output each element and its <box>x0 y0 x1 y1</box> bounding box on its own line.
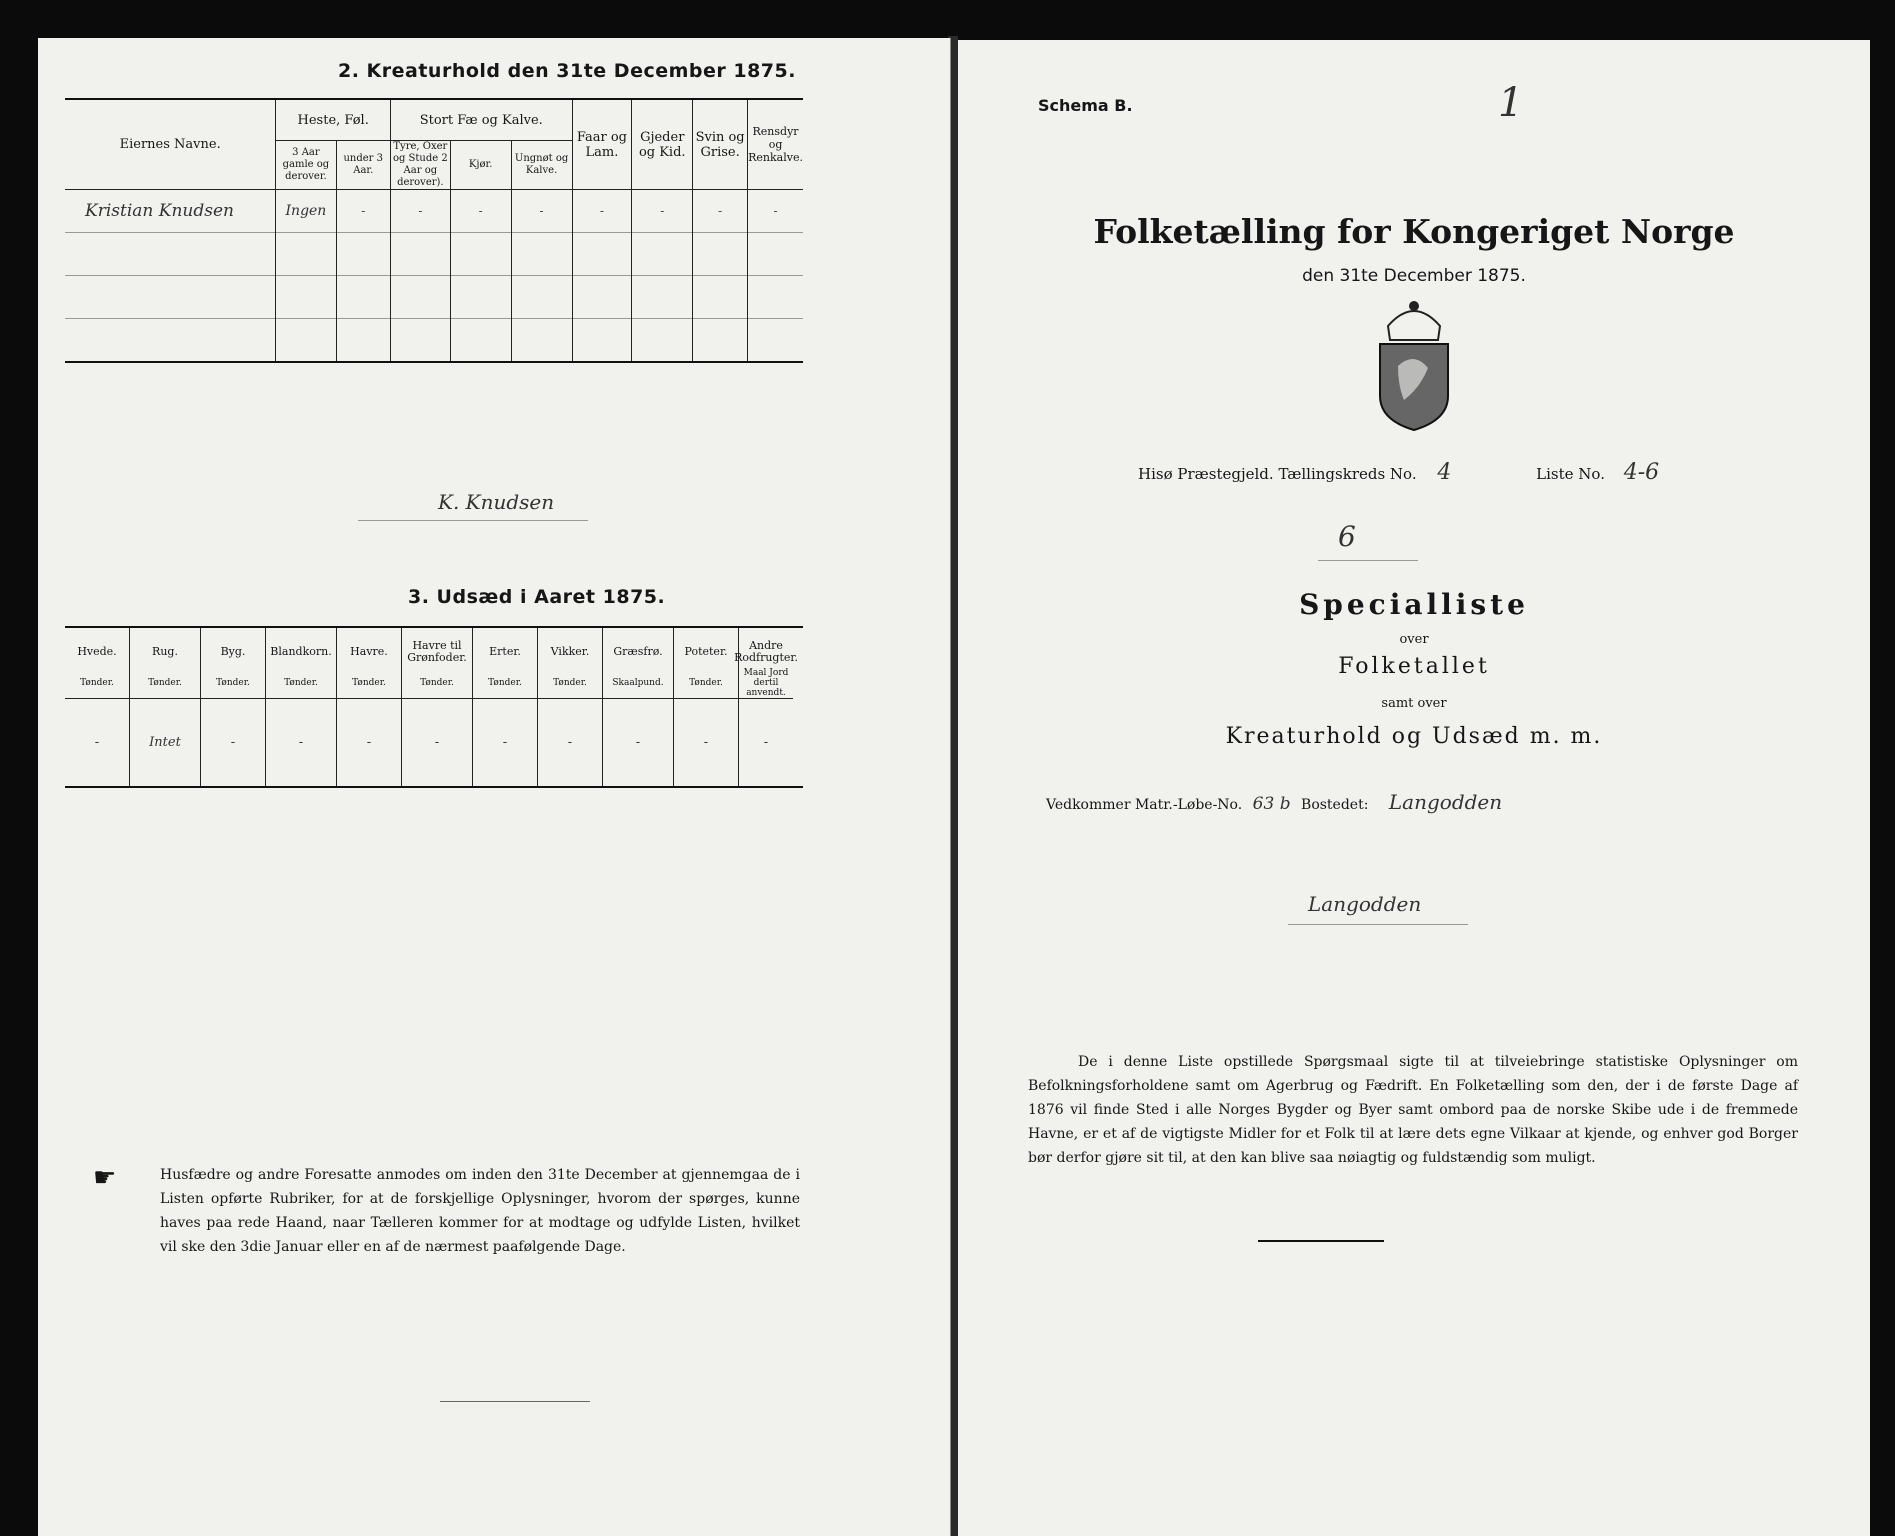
specialliste-heading: Specialliste <box>1299 588 1529 621</box>
seed-column <box>200 628 265 786</box>
seed-column-unit: Tønder. <box>420 678 454 688</box>
seed-column-unit: Maal Jord dertil anvendt. <box>743 668 789 698</box>
parish-line <box>1138 460 1659 485</box>
form-date: den 31te December 1875. <box>1302 266 1526 286</box>
seed-value-cell: - <box>337 698 401 786</box>
seed-column <box>472 628 537 786</box>
seed-column-unit: Tønder. <box>488 678 522 688</box>
kreaturhold-heading: Kreaturhold og Udsæd m. m. <box>1225 724 1603 749</box>
seed-column <box>336 628 401 786</box>
explanation-text: De i denne Liste opstillede Spørgsmaal sigte til at tilveiebringe statistiske Oplysninger om Befolkningsforholdene samt om Agerbrug og Fædrift. En Folketælling som den, der i de første Dage af 1876 vil finde Sted i alle Norges Bygder og Byer samt ombord paa de norske Skibe ude i de fremmede Havne, er et af de vigtigste Midler for et Folk til at lære dets egne Vilkaar at kjende, og enhver god Borger bør derfor gjøre sit til, at den kan blive saa nøiagtig og fuldstændig som muligt. <box>1028 1054 1798 1166</box>
table-row <box>65 276 803 319</box>
seed-column-header: Vikker. <box>550 645 590 658</box>
owner-cell: Kristian Knudsen <box>65 190 276 233</box>
left-page <box>38 38 951 1536</box>
seed-value-cell: - <box>473 698 537 786</box>
cattle-cows-header: Kjør. <box>450 141 511 190</box>
right-page <box>958 40 1870 1536</box>
parish-name: Hisø <box>1138 465 1173 483</box>
matr-line <box>1046 790 1502 814</box>
seed-table <box>65 628 803 786</box>
seed-column <box>265 628 336 786</box>
seed-column-unit: Tønder. <box>284 678 318 688</box>
horses-young-header: under 3 Aar. <box>336 141 391 190</box>
seed-column-header: Poteter. <box>684 645 728 658</box>
bostedet-underline <box>1288 924 1468 925</box>
table-row <box>65 319 803 363</box>
seed-column-unit: Tønder. <box>689 678 723 688</box>
over-text-1: over <box>1399 632 1429 647</box>
page-mark: 1 <box>1498 80 1524 126</box>
seed-column <box>734 628 798 786</box>
seed-column <box>537 628 602 786</box>
cattle-young-cell: - <box>511 190 572 233</box>
seed-value-cell: - <box>201 698 265 786</box>
owner-header: Eiernes Navne. <box>65 99 276 190</box>
seed-value-cell: - <box>674 698 738 786</box>
seed-column-header: Andre Rodfrugter. <box>734 639 798 664</box>
signature-line <box>358 520 588 521</box>
livestock-table <box>65 98 803 363</box>
seed-column-unit: Tønder. <box>80 678 114 688</box>
seed-value-cell: - <box>65 698 129 786</box>
parish-label: Præstegjeld. <box>1177 465 1274 483</box>
cattle-young-header: Ungnøt og Kalve. <box>511 141 572 190</box>
pigs-header: Svin og Grise. <box>693 99 748 190</box>
seed-column-header: Græsfrø. <box>613 645 663 658</box>
goats-cell: - <box>632 190 693 233</box>
cattle-oxen-cell: - <box>391 190 451 233</box>
seed-column-header: Byg. <box>220 645 246 658</box>
sheep-cell: - <box>572 190 632 233</box>
seed-value-cell: - <box>603 698 673 786</box>
seed-value-cell: - <box>266 698 336 786</box>
seed-column-header: Rug. <box>152 645 178 658</box>
seed-column-header: Blandkorn. <box>270 645 332 658</box>
bostedet-value: Langodden <box>1388 790 1503 814</box>
seed-column-unit: Tønder. <box>553 678 587 688</box>
list-no: 4-6 <box>1623 460 1660 485</box>
seed-value-cell: - <box>402 698 472 786</box>
notice-text: Husfædre og andre Foresatte anmodes om inden den 31te December at gjennemgaa de i Listen opførte Rubriker, for at de forskjellige Oplysninger, hvorom der spørges, kunne haves paa rede Haand, naar Tælleren kommer for at modtage og udfylde Listen, hvilket vil ske den 3die Januar eller en af de nærmest paafølgende Dage. <box>160 1167 800 1255</box>
closing-rule <box>1258 1240 1384 1242</box>
seed-column <box>65 628 129 786</box>
seed-column-unit: Tønder. <box>216 678 250 688</box>
seed-column-unit: Tønder. <box>148 678 182 688</box>
cattle-oxen-header: Tyre, Oxer og Stude 2 Aar og derover). <box>391 141 451 190</box>
seed-column <box>401 628 472 786</box>
table-row <box>65 233 803 276</box>
seed-column-unit: Skaalpund. <box>612 678 664 688</box>
sheep-header: Faar og Lam. <box>572 99 632 190</box>
cattle-cows-cell: - <box>450 190 511 233</box>
seed-column-header: Hvede. <box>77 645 117 658</box>
seed-table-bottom-rule <box>65 786 803 788</box>
schema-label: Schema B. <box>1038 96 1133 115</box>
district-no: 4 <box>1437 460 1452 485</box>
list-no-corrected: 6 <box>1338 520 1356 553</box>
footer-rule <box>440 1401 590 1402</box>
goats-header: Gjeder og Kid. <box>632 99 693 190</box>
reindeer-cell: - <box>748 190 803 233</box>
seed-column <box>129 628 200 786</box>
horses-old-header: 3 Aar gamle og derover. <box>276 141 336 190</box>
coat-of-arms-icon <box>1368 296 1460 432</box>
reindeer-header: Rensdyr og Renkalve. <box>748 99 803 190</box>
district-label: Tællingskreds No. <box>1278 465 1417 483</box>
bostedet-repeat: Langodden <box>1308 892 1422 916</box>
section2-title: 2. Kreaturhold den 31te December 1875. <box>338 60 796 82</box>
list-no-underline <box>1318 560 1418 561</box>
seed-column <box>673 628 738 786</box>
seed-value-cell: Intet <box>130 698 200 786</box>
horses-header: Heste, Føl. <box>276 99 391 141</box>
table-row <box>65 190 803 233</box>
folketallet-heading: Folketallet <box>1338 654 1490 679</box>
seed-column-header: Erter. <box>489 645 521 658</box>
samt-over-text: samt over <box>1381 696 1447 711</box>
seed-column-unit: Tønder. <box>352 678 386 688</box>
seed-column <box>602 628 673 786</box>
pointing-hand-icon: ☛ <box>93 1163 117 1193</box>
horses-young-cell: - <box>336 190 391 233</box>
matr-label: Vedkommer Matr.-Løbe-No. <box>1046 797 1243 813</box>
form-title: Folketælling for Kongeriget Norge <box>1093 212 1735 251</box>
owner-signature: K. Knudsen <box>438 490 555 514</box>
section3-title: 3. Udsæd i Aaret 1875. <box>408 586 666 608</box>
seed-column-header: Havre til Grønfoder. <box>407 639 467 664</box>
bostedet-label: Bostedet: <box>1301 797 1369 813</box>
cattle-header: Stort Fæ og Kalve. <box>391 99 573 141</box>
seed-column-header: Havre. <box>350 645 388 658</box>
matr-no: 63 b <box>1252 794 1291 814</box>
list-label: Liste No. <box>1536 465 1605 483</box>
seed-value-cell: - <box>538 698 602 786</box>
seed-value-cell: - <box>739 698 793 786</box>
pigs-cell: - <box>693 190 748 233</box>
horses-old-cell: Ingen <box>276 190 336 233</box>
